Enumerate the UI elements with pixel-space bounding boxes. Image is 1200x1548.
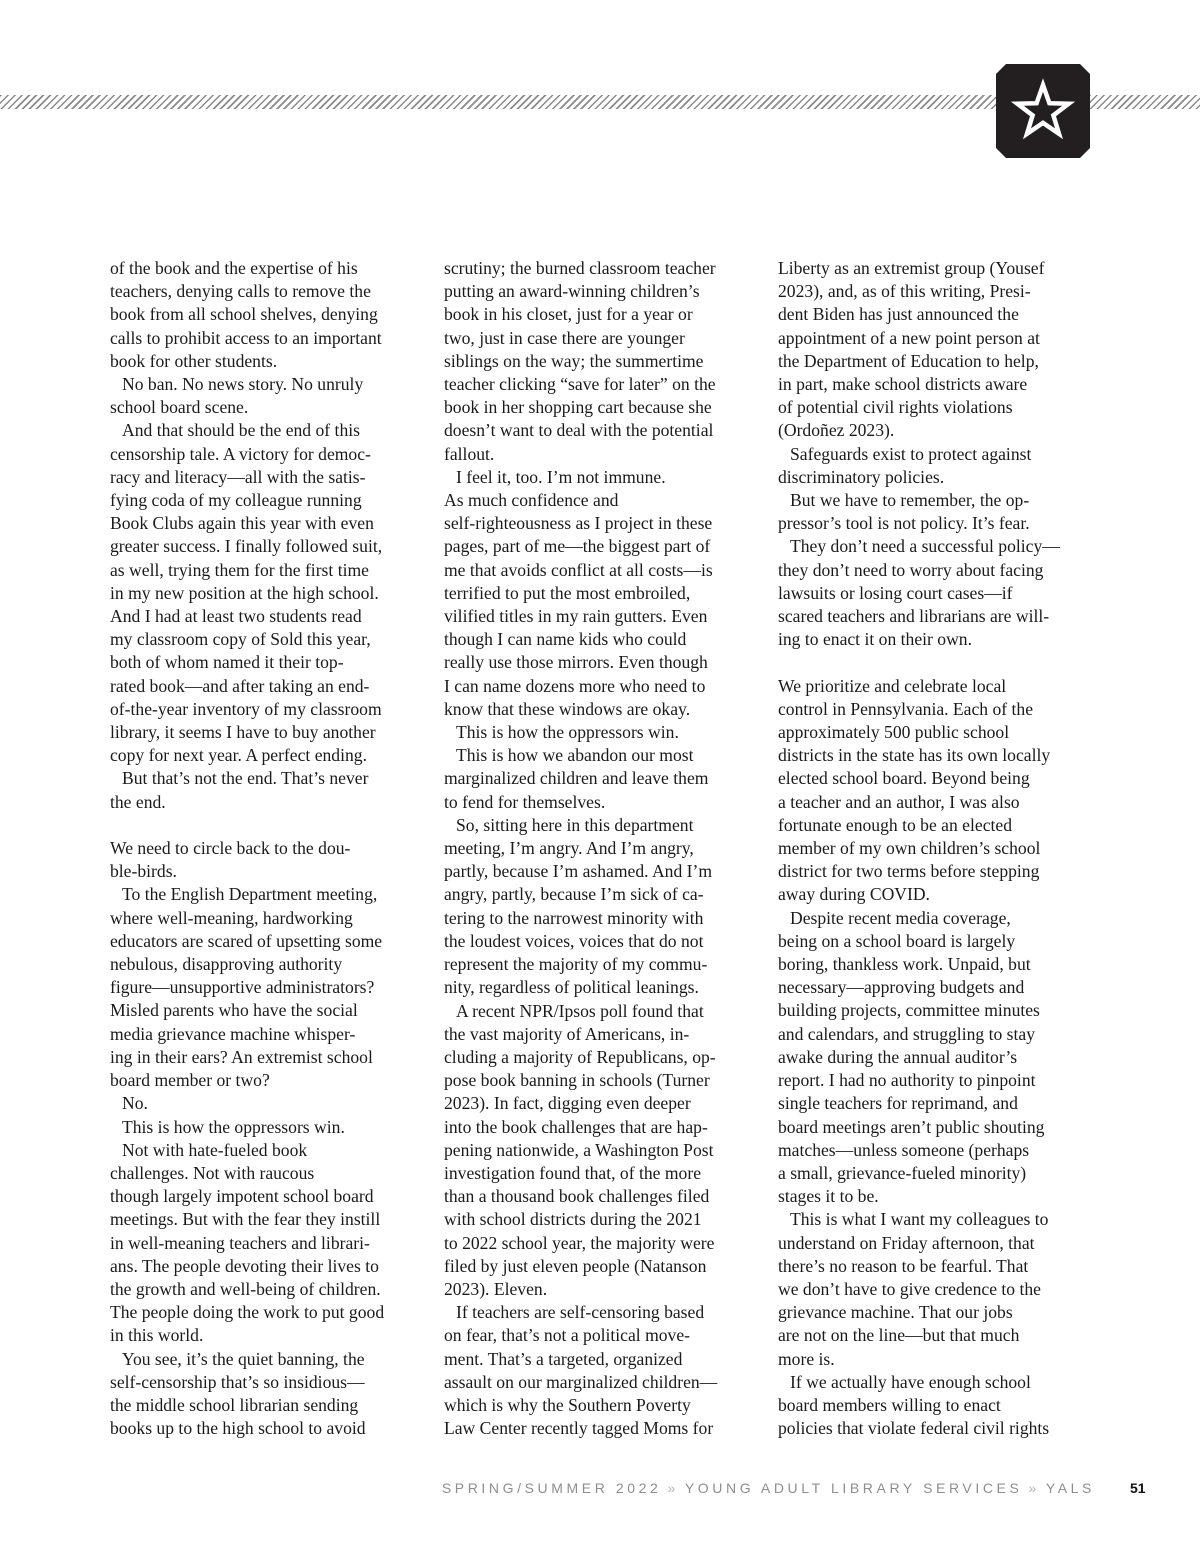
text-line: A recent NPR/Ipsos poll found that	[456, 1000, 704, 1021]
text-line: filed by just eleven people (Natanson	[444, 1255, 707, 1276]
text-line: Not with hate-fueled book	[122, 1139, 308, 1160]
text-line: calls to prohibit access to an important	[110, 327, 382, 348]
text-line: ment. That’s a targeted, organized	[444, 1348, 683, 1369]
text-line: into the book challenges that are hap-	[444, 1116, 708, 1137]
star-icon	[996, 64, 1090, 158]
text-line: districts in the state has its own locally	[778, 745, 1051, 766]
text-line: fying coda of my colleague running	[110, 490, 362, 511]
text-line: teacher clicking “save for later” on the	[444, 374, 716, 395]
text-line: self-censorship that’s so insidious—	[110, 1371, 365, 1392]
text-line: ans. The people devoting their lives to	[110, 1255, 379, 1276]
text-line: (Ordoñez 2023).	[778, 420, 895, 441]
text-line: I feel it, too. I’m not immune.	[456, 466, 666, 487]
text-line: pages, part of me—the biggest part of	[444, 536, 711, 557]
text-line: angry, partly, because I’m sick of ca-	[444, 884, 704, 905]
text-line: putting an award-winning children’s	[444, 281, 700, 302]
text-line: We prioritize and celebrate local	[778, 675, 1007, 696]
text-line: dent Biden has just announced the	[778, 304, 1019, 325]
text-line: report. I had no authority to pinpoint	[778, 1070, 1036, 1091]
text-line: though largely impotent school board	[110, 1186, 374, 1207]
text-line: tering to the narrowest minority with	[444, 907, 704, 928]
text-line: scrutiny; the burned classroom teacher	[444, 258, 716, 278]
text-line: fortunate enough to be an elected	[778, 814, 1012, 835]
text-line: of the book and the expertise of his	[110, 258, 358, 278]
text-line: We need to circle back to the dou-	[110, 838, 351, 859]
text-line: board members willing to enact	[778, 1394, 1001, 1415]
text-line: approximately 500 public school	[778, 722, 1010, 743]
text-line: school board scene.	[110, 397, 249, 418]
text-line: the middle school librarian sending	[110, 1394, 359, 1415]
text-line: in well-meaning teachers and librari-	[110, 1232, 370, 1253]
text-line: library, it seems I have to buy another	[110, 722, 376, 743]
text-line: policies that violate federal civil rights	[778, 1418, 1050, 1439]
text-line: pening nationwide, a Washington Post	[444, 1139, 714, 1160]
text-line: investigation found that, of the more	[444, 1162, 702, 1183]
text-line: the end.	[110, 791, 166, 812]
text-line: with school districts during the 2021	[444, 1209, 702, 1230]
text-line: the Department of Education to help,	[778, 350, 1039, 371]
text-line: ble-birds.	[110, 861, 177, 882]
text-line: siblings on the way; the summertime	[444, 350, 704, 371]
text-line: challenges. Not with raucous	[110, 1162, 315, 1183]
text-line: Misled parents who have the social	[110, 1000, 358, 1021]
text-line: than a thousand book challenges filed	[444, 1186, 710, 1207]
text-line: No ban. No news story. No unruly	[122, 374, 364, 395]
text-line: they don’t need to worry about facing	[778, 559, 1044, 580]
text-line: This is how the oppressors win.	[456, 722, 679, 743]
text-line: nebulous, disapproving authority	[110, 954, 343, 975]
text-line: Law Center recently tagged Moms for	[444, 1418, 714, 1439]
text-line: self-righteousness as I project in these	[444, 513, 713, 534]
star-badge	[996, 64, 1090, 158]
text-line: nity, regardless of political leanings.	[444, 977, 699, 998]
text-line: in this world.	[110, 1325, 204, 1346]
text-line: there’s no reason to be fearful. That	[778, 1255, 1029, 1276]
text-line: member of my own children’s school	[778, 838, 1041, 859]
text-line: where well-meaning, hardworking	[110, 907, 353, 928]
text-line: To the English Department meeting,	[122, 884, 378, 905]
text-line: But that’s not the end. That’s never	[122, 768, 369, 789]
text-line: 2023). In fact, digging even deeper	[444, 1093, 691, 1114]
text-line: in my new position at the high school.	[110, 582, 379, 603]
text-line: represent the majority of my commu-	[444, 954, 708, 975]
footer-publication: YOUNG ADULT LIBRARY SERVICES	[684, 1480, 1023, 1496]
page-number: 51	[1130, 1480, 1146, 1496]
text-line: the loudest voices, voices that do not	[444, 930, 704, 951]
text-line: rated book—and after taking an end-	[110, 675, 370, 696]
text-line: cluding a majority of Republicans, op-	[444, 1046, 716, 1067]
text-line: board member or two?	[110, 1070, 270, 1091]
text-line: in part, make school districts aware	[778, 374, 1028, 395]
text-line: boring, thankless work. Unpaid, but	[778, 954, 1031, 975]
text-line: the growth and well-being of children.	[110, 1278, 381, 1299]
text-line: on fear, that’s not a political move-	[444, 1325, 691, 1346]
text-line: which is why the Southern Poverty	[444, 1394, 691, 1415]
text-line: greater success. I finally followed suit,	[110, 536, 383, 557]
text-line: as well, trying them for the first time	[110, 559, 369, 580]
footer-issue: SPRING/SUMMER 2022	[441, 1480, 662, 1496]
text-line: more is.	[778, 1348, 835, 1369]
text-line: district for two terms before stepping	[778, 861, 1040, 882]
running-footer	[0, 1480, 1095, 1496]
text-line: grievance machine. That our jobs	[778, 1302, 1013, 1323]
text-line: understand on Friday afternoon, that	[778, 1232, 1035, 1253]
text-line: If we actually have enough school	[790, 1371, 1031, 1392]
text-line: fallout.	[444, 443, 495, 464]
text-line: we don’t have to give credence to the	[778, 1278, 1041, 1299]
text-line: two, just in case there are younger	[444, 327, 685, 348]
text-line: pose book banning in schools (Turner	[444, 1070, 710, 1091]
text-line: a small, grievance-fueled minority)	[778, 1162, 1027, 1183]
text-line: meetings. But with the fear they instill	[110, 1209, 381, 1230]
text-line: the vast majority of Americans, in-	[444, 1023, 690, 1044]
text-line: media grievance machine whisper-	[110, 1023, 356, 1044]
text-line: know that these windows are okay.	[444, 698, 691, 719]
text-line: Liberty as an extremist group (Yousef	[778, 258, 1045, 278]
text-line: matches—unless someone (perhaps	[778, 1139, 1030, 1160]
text-line: Book Clubs again this year with even	[110, 513, 374, 534]
text-column-3	[778, 257, 1090, 1440]
text-line: teachers, denying calls to remove the	[110, 281, 371, 302]
text-line: copy for next year. A perfect ending.	[110, 745, 367, 766]
text-line: terrified to put the most embroiled,	[444, 582, 691, 603]
text-line: And that should be the end of this	[122, 420, 360, 441]
text-line: They don’t need a successful policy—	[790, 536, 1060, 557]
text-line: 2023), and, as of this writing, Presi-	[778, 281, 1031, 302]
text-line: really use those mirrors. Even though	[444, 652, 708, 673]
text-column-1	[110, 257, 422, 1440]
text-line: of-the-year inventory of my classroom	[110, 698, 382, 719]
text-line: But we have to remember, the op-	[790, 490, 1030, 511]
text-line: book for other students.	[110, 350, 278, 371]
text-line: are not on the line—but that much	[778, 1325, 1020, 1346]
text-line: me that avoids conflict at all costs—is	[444, 559, 713, 580]
text-line: though I can name kids who could	[444, 629, 687, 650]
text-line: You see, it’s the quiet banning, the	[122, 1348, 365, 1369]
text-line: discriminatory policies.	[778, 466, 945, 487]
text-line: figure—unsupportive administrators?	[110, 977, 375, 998]
text-line: censorship tale. A victory for democ-	[110, 443, 371, 464]
text-line: vilified titles in my rain gutters. Even	[444, 606, 708, 627]
text-line: building projects, committee minutes	[778, 1000, 1040, 1021]
footer-separator: »	[667, 1480, 679, 1496]
text-line: awake during the annual auditor’s	[778, 1046, 1018, 1067]
text-line: racy and literacy—all with the satis-	[110, 466, 366, 487]
footer-separator: »	[1028, 1480, 1040, 1496]
text-line: stages it to be.	[778, 1186, 879, 1207]
text-line: Safeguards exist to protect against	[790, 443, 1032, 464]
text-line: ing in their ears? An extremist school	[110, 1046, 373, 1067]
text-line: partly, because I’m ashamed. And I’m	[444, 861, 713, 882]
text-line: This is how the oppressors win.	[122, 1116, 345, 1137]
text-line: This is what I want my colleagues to	[790, 1209, 1049, 1230]
text-line: And I had at least two students read	[110, 606, 362, 627]
text-line: book from all school shelves, denying	[110, 304, 378, 325]
text-line: meeting, I’m angry. And I’m angry,	[444, 838, 694, 859]
text-line: So, sitting here in this department	[456, 814, 694, 835]
text-line: As much confidence and	[444, 490, 619, 511]
text-line: control in Pennsylvania. Each of the	[778, 698, 1034, 719]
text-line: ing to enact it on their own.	[778, 629, 972, 650]
text-line: If teachers are self-censoring based	[456, 1302, 705, 1323]
text-line: to 2022 school year, the majority were	[444, 1232, 715, 1253]
text-line: The people doing the work to put good	[110, 1302, 385, 1323]
text-column-2	[444, 257, 756, 1440]
text-line: and calendars, and struggling to stay	[778, 1023, 1035, 1044]
footer-abbrev: YALS	[1045, 1480, 1095, 1496]
text-line: Despite recent media coverage,	[790, 907, 1011, 928]
text-line: to fend for themselves.	[444, 791, 606, 812]
text-line: No.	[122, 1093, 148, 1114]
text-line: away during COVID.	[778, 884, 930, 905]
text-line: 2023). Eleven.	[444, 1278, 548, 1299]
text-line: of potential civil rights violations	[778, 397, 1013, 418]
text-line: my classroom copy of Sold this year,	[110, 629, 371, 650]
text-line: doesn’t want to deal with the potential	[444, 420, 714, 441]
text-line: I can name dozens more who need to	[444, 675, 706, 696]
text-line: This is how we abandon our most	[456, 745, 694, 766]
text-line: assault on our marginalized children—	[444, 1371, 718, 1392]
text-line: board meetings aren’t public shouting	[778, 1116, 1045, 1137]
text-line: book in her shopping cart because she	[444, 397, 712, 418]
text-line: both of whom named it their top-	[110, 652, 344, 673]
text-line: a teacher and an author, I was also	[778, 791, 1020, 812]
text-line: book in his closet, just for a year or	[444, 304, 693, 325]
text-line: marginalized children and leave them	[444, 768, 709, 789]
text-line: single teachers for reprimand, and	[778, 1093, 1018, 1114]
text-line: appointment of a new point person at	[778, 327, 1040, 348]
text-line: pressor’s tool is not policy. It’s fear.	[778, 513, 1030, 534]
text-line: educators are scared of upsetting some	[110, 930, 383, 951]
text-line: elected school board. Beyond being	[778, 768, 1030, 789]
text-line: necessary—approving budgets and	[778, 977, 1025, 998]
text-line: lawsuits or losing court cases—if	[778, 582, 1013, 603]
text-line: being on a school board is largely	[778, 930, 1016, 951]
text-line: books up to the high school to avoid	[110, 1418, 366, 1439]
text-line: scared teachers and librarians are will-	[778, 606, 1050, 627]
